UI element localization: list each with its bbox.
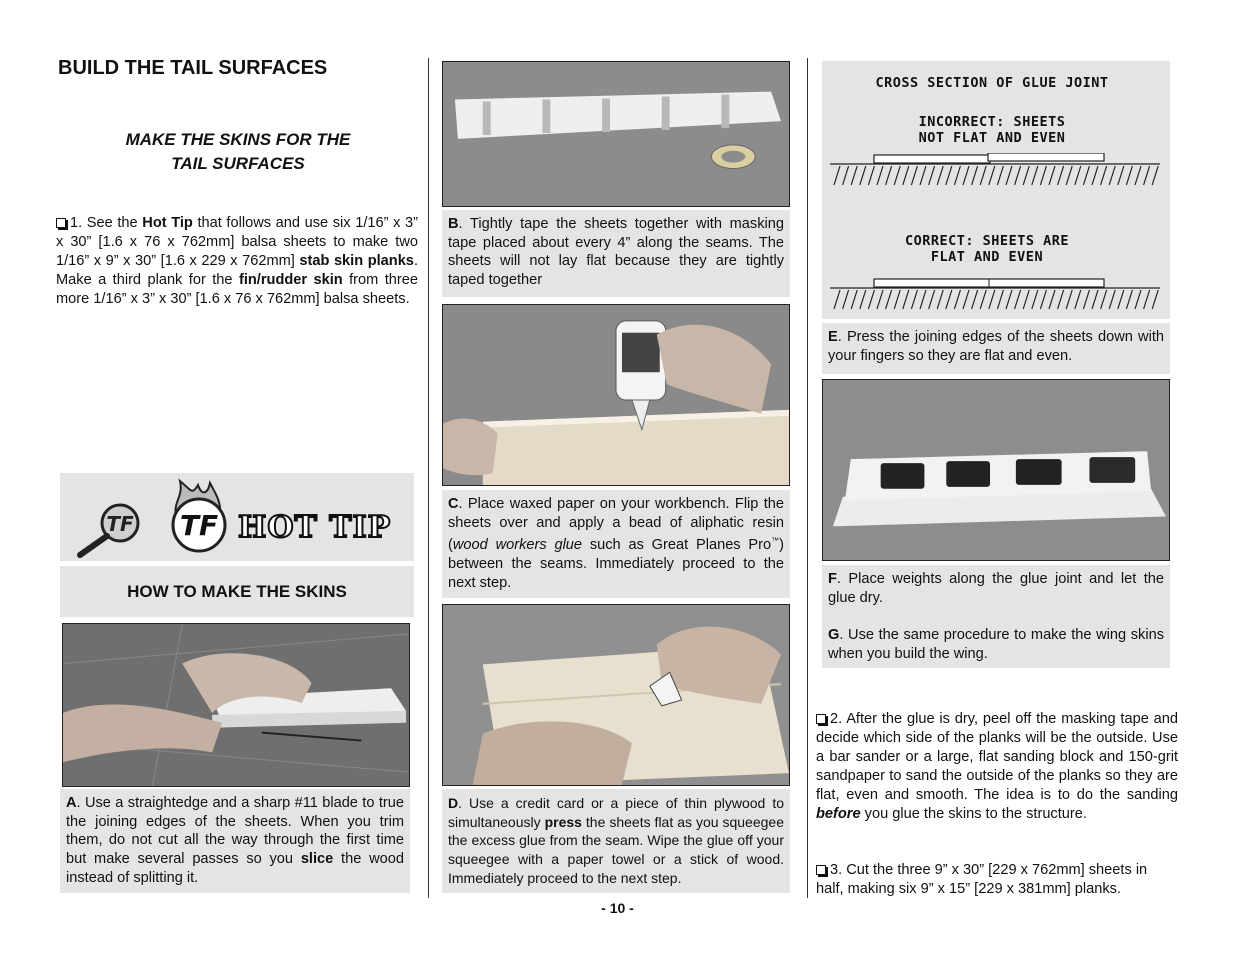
subsection-title-line1: MAKE THE SKINS FOR THE [125,130,351,149]
caption-f: F. Place weights along the glue joint and let the glue dry. [828,571,1164,606]
step-1-text: 1. See the Hot Tip that follows and use six 1/16” x 3” x 30” [1.6 x 76 x 762mm] balsa sheets to make two 1/16” x 9” x 30” [1.6 x 229 x 762mm] stab skin planks. Make a third plank for the fin/rudder skin from three more 1/16” x 3” x 30” [1.6 x 76 x 762mm] balsa sheets. [56,215,419,307]
caption-c: C. Place waxed paper on your workbench. Flip the sheets over and apply a bead of aliphatic resin (wood workers glue such as Great Planes Pro™) between the seams. Immediately proceed to the next step. [442,490,790,598]
svg-text:TF: TF [106,512,134,536]
photo-b-taped-sheets [442,61,790,207]
photo-c-glue-bottle [442,304,790,486]
column-divider-left [428,58,429,898]
incorrect-joint-hatch-icon [830,153,1160,187]
column-divider-right [807,58,808,898]
hot-tip-logo-icon [60,473,414,561]
hot-tip-label: HOT TIP [238,510,392,545]
how-to-heading: HOW TO MAKE THE SKINS [127,582,347,601]
caption-g: G. Use the same procedure to make the wing skins when you build the wing. [828,627,1164,663]
photo-d-squeegee [442,604,790,786]
correct-joint-hatch-icon [830,277,1160,311]
caption-a: A. Use a straightedge and a sharp #11 blade to true the joining edges of the sheets. When you trim them, do not cut all the way through the first time but make several passes so you slice the wood instead of splitting it. [60,789,410,893]
step-2-text: 2. After the glue is dry, peel off the masking tape and decide which side of the planks will be the outside. Use a bar sander or a large, flat sanding block and 150-grit sandpaper to sand the outside of the planks so they are flat, even and smooth. The idea is to do the sanding before you glue the skins to the structure. [816,711,1178,822]
caption-d: D. Use a credit card or a piece of thin plywood to simultaneously press the sheets flat as you squeegee the excess glue from the seam. Wipe the glue off your squeegee with a paper towel or a stick of wood. Immediately proceed to the next step. [442,789,790,893]
diagram-incorrect-label: INCORRECT: SHEETS NOT FLAT AND EVEN [918,114,1066,146]
step-3-text: 3. Cut the three 9” x 30” [229 x 762mm] sheets in half, making six 9” x 15” [229 x 381mm] planks. [816,862,1148,897]
caption-e: E. Press the joining edges of the sheets down with your fingers so they are flat and even. [822,323,1170,374]
diagram-title: CROSS SECTION OF GLUE JOINT [875,75,1109,91]
glue-joint-diagram [822,61,1170,319]
how-to-heading-box [60,566,414,617]
checkbox-icon[interactable] [56,218,66,228]
subsection-title [60,128,416,176]
photo-f-weights [822,379,1170,561]
svg-text:TF: TF [179,509,219,542]
caption-fg [822,565,1170,668]
checkbox-icon[interactable] [816,865,826,875]
hot-tip-banner [60,473,414,561]
diagram-correct-label: CORRECT: SHEETS ARE FLAT AND EVEN [905,233,1069,265]
section-title: BUILD THE TAIL SURFACES [58,57,328,79]
page-number: - 10 - [601,900,634,916]
subsection-title-line2: TAIL SURFACES [171,154,305,173]
caption-b: B. Tightly tape the sheets together with masking tape placed about every 4” along the seams. The sheets will not lay flat because they are tightly taped together [442,210,790,297]
photo-a-straightedge [62,623,410,787]
checkbox-icon[interactable] [816,714,826,724]
